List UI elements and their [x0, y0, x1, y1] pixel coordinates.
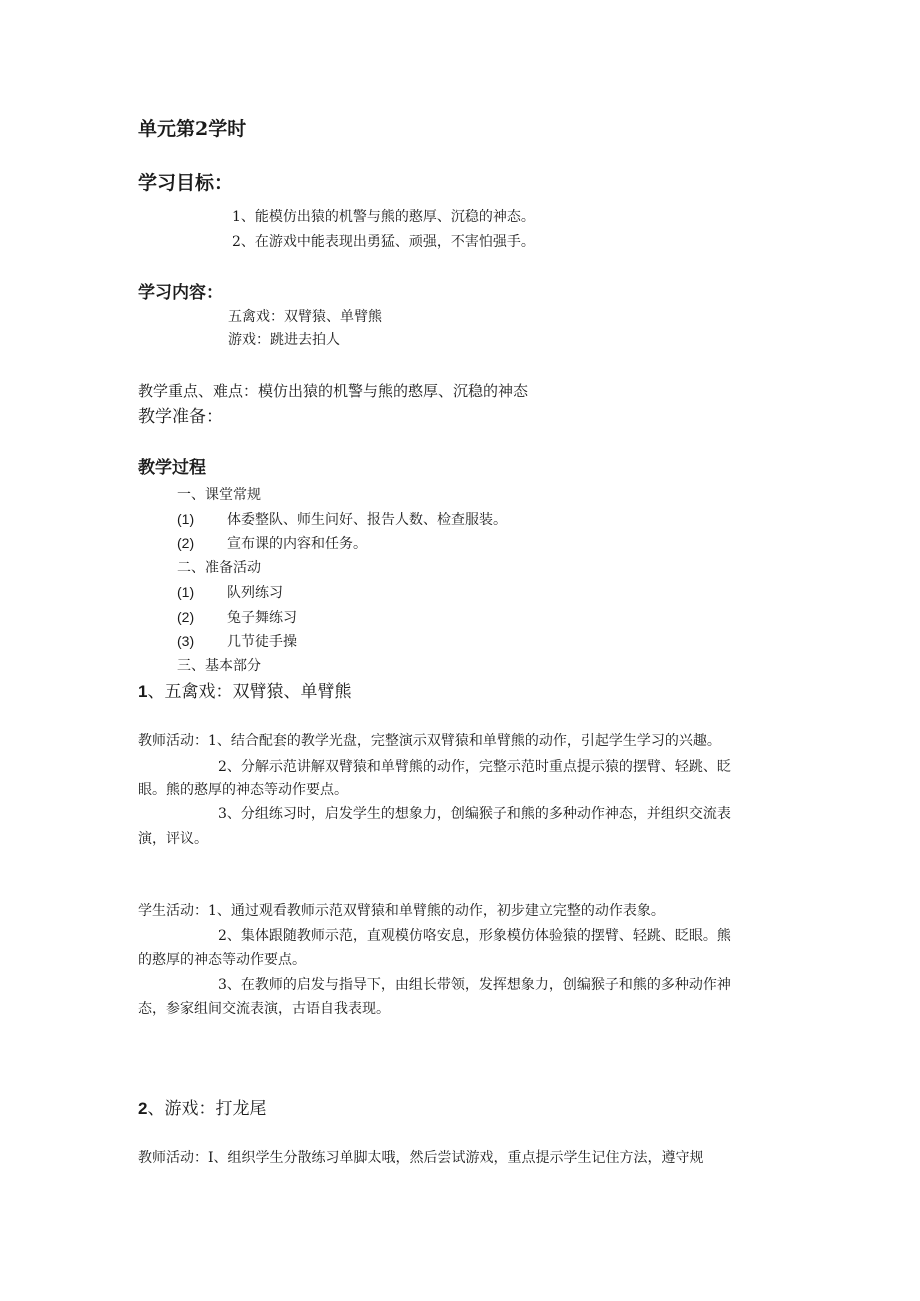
lesson-title: 单元第2学时 [138, 118, 247, 140]
section-1-item-2: (2) 宣布课的内容和任务。 [177, 535, 367, 552]
content-item-2: 游戏：跳进去拍人 [228, 332, 340, 348]
student-activity-1-line-4: 3、在教师的启发与指导下，由组长带领，发挥想象力，创编猴子和熊的多种动作神 [218, 977, 731, 993]
teacher-activity-1-line-4: 3、分组练习时，启发学生的想象力，创编猴子和熊的多种动作神态，并组织交流表 [218, 806, 731, 822]
teaching-prep: 教学准备： [138, 407, 223, 427]
section-2-item-2: (2) 兔子舞练习 [177, 609, 297, 626]
teacher-activity-1-line-5: 演，评议。 [138, 831, 208, 847]
section-2-heading: 二、准备活动 [177, 560, 261, 576]
student-activity-1-line-2: 2、集体跟随教师示范，直观模仿咯安息，形象模仿体验猿的摆臂、轻跳、眨眼。熊 [218, 928, 731, 944]
part-1-title: 1、五禽戏：双臂猿、单臂熊 [138, 682, 352, 702]
content-heading: 学习内容： [138, 283, 223, 303]
part-2-title: 2、游戏：打龙尾 [138, 1099, 267, 1119]
process-heading: 教学过程 [138, 458, 206, 478]
student-activity-1-line-5: 态，参家组间交流表演，古语自我表现。 [138, 1001, 390, 1017]
student-activity-1-line-3: 的憨厚的神态等动作要点。 [138, 952, 306, 968]
teacher-activity-2-line-1: 教师活动：I、组织学生分散练习单脚太哦，然后尝试游戏，重点提示学生记住方法，遵守规 [138, 1150, 704, 1166]
student-activity-1-line-1: 学生活动：1、通过观看教师示范双臂猿和单臂熊的动作，初步建立完整的动作表象。 [138, 903, 665, 919]
section-1-item-1: (1) 体委整队、师生问好、报告人数、检查服装。 [177, 511, 507, 528]
section-1-heading: 一、课堂常规 [177, 487, 261, 503]
goal-item-2: 2、在游戏中能表现出勇猛、顽强，不害怕强手。 [232, 234, 535, 250]
goal-item-1: 1、能模仿出猿的机警与熊的憨厚、沉稳的神态。 [232, 209, 535, 225]
teacher-activity-1-line-1: 教师活动：1、结合配套的教学光盘，完整演示双臂猿和单臂熊的动作，引起学生学习的兴趣。 [138, 733, 721, 749]
goals-heading: 学习目标： [138, 172, 234, 194]
key-points: 教学重点、难点：模仿出猿的机警与熊的憨厚、沉稳的神态 [138, 382, 529, 400]
teacher-activity-1-line-3: 眼。熊的憨厚的神态等动作要点。 [138, 782, 348, 798]
teacher-activity-1-line-2: 2、分解示范讲解双臂猿和单臂熊的动作，完整示范时重点提示猿的摆臂、轻跳、眨 [218, 759, 731, 775]
content-item-1: 五禽戏：双臂猿、单臂熊 [228, 309, 382, 325]
section-2-item-1: (1) 队列练习 [177, 584, 283, 601]
section-2-item-3: (3) 几节徒手操 [177, 633, 297, 650]
section-3-heading: 三、基本部分 [177, 658, 261, 674]
